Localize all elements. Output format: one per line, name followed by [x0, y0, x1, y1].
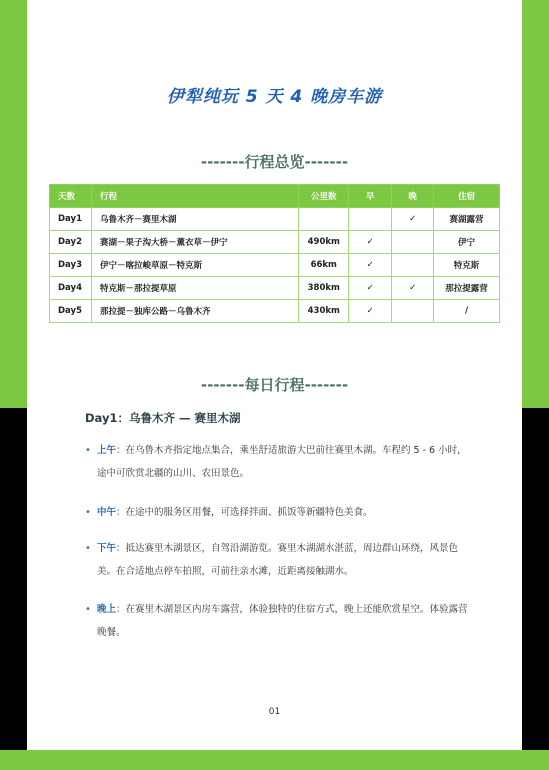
day1-title: Day1：乌鲁木齐 — 赛里木湖: [85, 411, 241, 425]
header-km: 公里数: [299, 185, 349, 208]
cell-km: 380km: [299, 277, 349, 300]
cell-route: 那拉提－独库公路－乌鲁木齐: [91, 300, 298, 323]
item-text: ：在赛里木湖景区内房车露营，体验独特的住宿方式，晚上还能欣赏星空。体验露营晚餐。: [97, 604, 468, 638]
cell-breakfast: ✓: [349, 254, 392, 277]
cell-dinner: ✓: [392, 277, 434, 300]
header-route: 行程: [91, 185, 298, 208]
cell-breakfast: ✓: [349, 300, 392, 323]
item-label: 晚上: [97, 604, 117, 615]
page-title: 伊犁纯玩 5 天 4 晚房车游: [166, 87, 383, 107]
cell-route: 特克斯－那拉提草原: [91, 277, 298, 300]
cell-route: 伊宁－喀拉峻草原－特克斯: [91, 254, 298, 277]
header-dinner: 晚: [392, 185, 434, 208]
cell-day: Day4: [50, 277, 92, 300]
cell-day: Day3: [50, 254, 92, 277]
frame-green-bottom-strip: [0, 750, 549, 770]
header-breakfast: 早: [349, 185, 392, 208]
cell-dinner: [392, 254, 434, 277]
cell-route: 赛湖－果子沟大桥－薰衣草－伊宁: [91, 231, 298, 254]
item-label: 上午: [97, 445, 117, 456]
table-row: [50, 231, 500, 254]
bullet-dot-icon: •: [85, 507, 91, 518]
daily-heading: -------每日行程-------: [200, 376, 349, 394]
table-header-row: [50, 185, 500, 208]
item-text: ：在途中的服务区用餐，可选择拌面、抓饭等新疆特色美食。: [116, 507, 373, 518]
item-text: ：在乌鲁木齐指定地点集合，乘坐舒适旅游大巴前往赛里木湖。车程约 5 - 6 小时，途中可欣赏北疆的山川、农田景色。: [97, 445, 467, 479]
bullet-dot-icon: •: [85, 445, 91, 456]
cell-day: Day1: [50, 208, 92, 231]
cell-lodging: 伊宁: [434, 231, 500, 254]
cell-lodging: 那拉提露营: [434, 277, 500, 300]
bullet-dot-icon: •: [85, 543, 91, 554]
header-lodging: 住宿: [434, 185, 500, 208]
page-number: 01: [268, 707, 281, 717]
cell-dinner: [392, 300, 434, 323]
table-row: [50, 277, 500, 300]
cell-lodging: /: [434, 300, 500, 323]
list-item-evening: [85, 598, 475, 644]
cell-km: 66km: [299, 254, 349, 277]
item-label: 中午: [97, 507, 117, 518]
cell-breakfast: ✓: [349, 231, 392, 254]
item-label: 下午: [97, 543, 117, 554]
cell-lodging: 赛湖露营: [434, 208, 500, 231]
item-text: ：抵达赛里木湖景区，自驾沿湖游览。赛里木湖湖水湛蓝，周边群山环绕，风景色美。在合适地点停车拍照，可前往亲水滩，近距离接触湖水。: [97, 543, 459, 577]
cell-breakfast: ✓: [349, 277, 392, 300]
cell-breakfast: [349, 208, 392, 231]
bullet-dot-icon: •: [85, 604, 91, 615]
cell-route: 乌鲁木齐－赛里木湖: [91, 208, 298, 231]
cell-km: 430km: [299, 300, 349, 323]
itinerary-table: [49, 184, 500, 323]
overview-heading: -------行程总览-------: [200, 153, 349, 171]
header-day: 天数: [50, 185, 92, 208]
table-row: [50, 300, 500, 323]
cell-day: Day2: [50, 231, 92, 254]
cell-km: 490km: [299, 231, 349, 254]
cell-day: Day5: [50, 300, 92, 323]
table-row: [50, 254, 500, 277]
list-item-morning: [85, 439, 475, 485]
cell-km: [299, 208, 349, 231]
list-item-afternoon: [85, 537, 475, 583]
cell-lodging: 特克斯: [434, 254, 500, 277]
list-item-noon: [85, 501, 475, 524]
cell-dinner: [392, 231, 434, 254]
table-row: [50, 208, 500, 231]
cell-dinner: ✓: [392, 208, 434, 231]
